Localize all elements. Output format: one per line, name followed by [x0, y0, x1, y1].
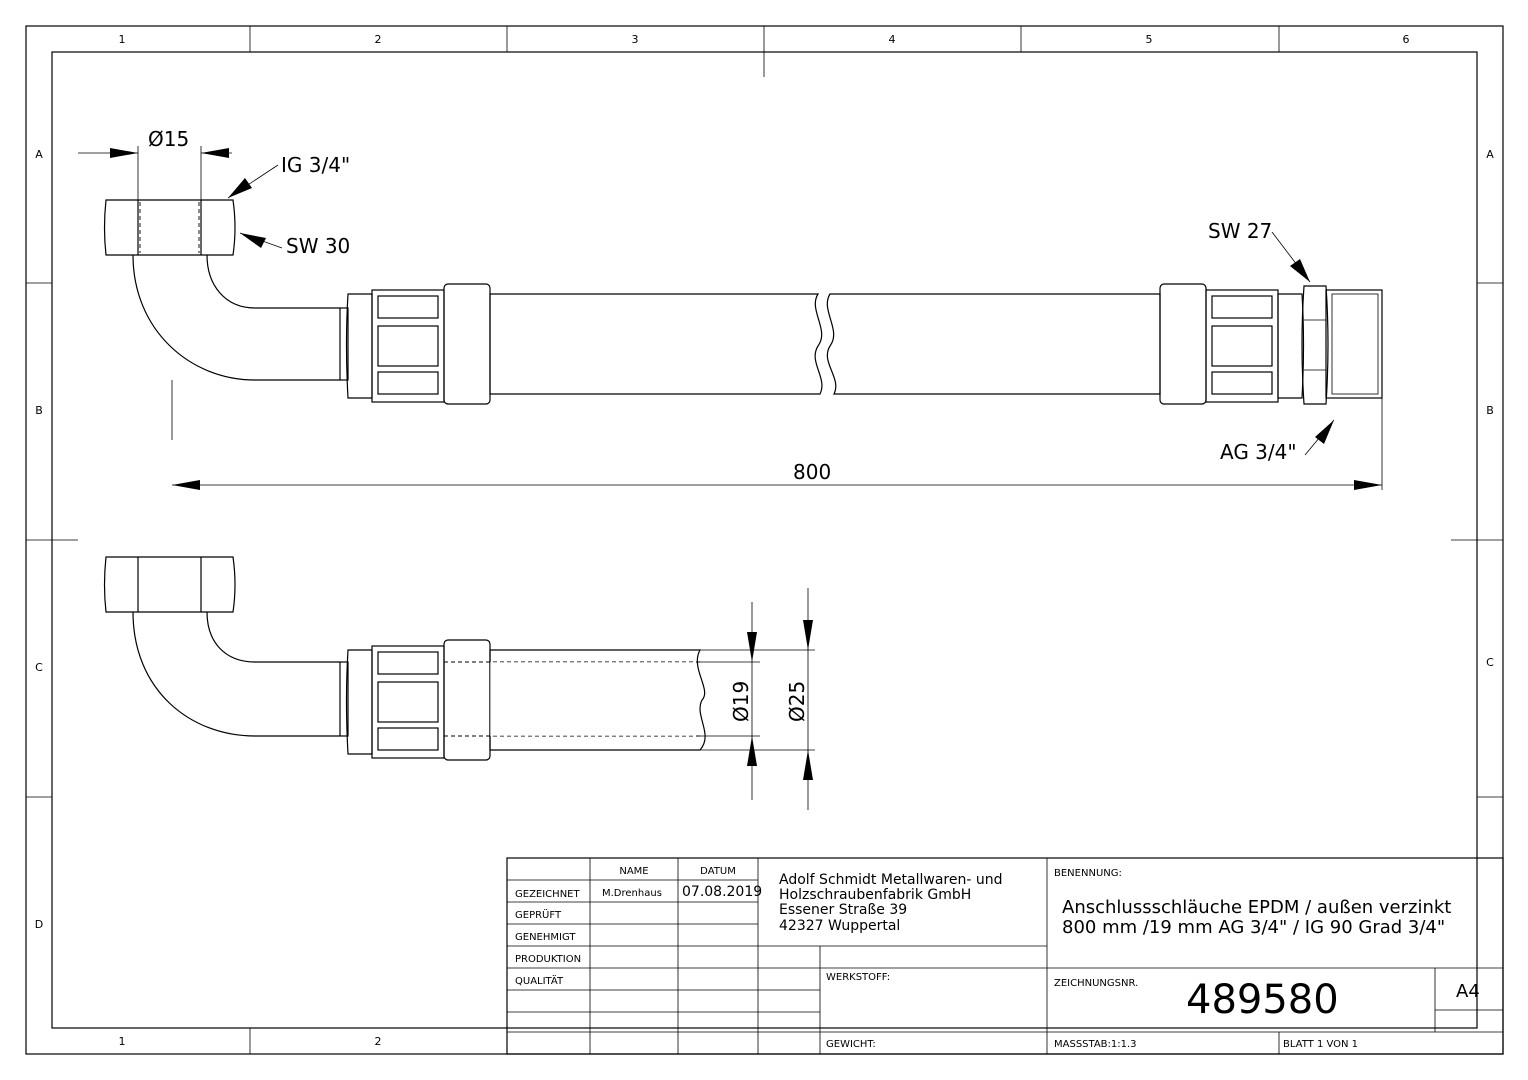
hex-nut-section — [105, 557, 236, 612]
row-label: A — [1486, 148, 1494, 161]
diameter-25-label: Ø25 — [785, 680, 809, 722]
press-fitting-left — [340, 284, 490, 404]
column-label: 1 — [118, 1035, 126, 1048]
drawing-number: 489580 — [1186, 977, 1339, 1023]
drawing-number-label: ZEICHNUNGSNR. — [1054, 978, 1139, 989]
sheet-count: BLATT 1 VON 1 — [1283, 1039, 1359, 1050]
weight-label: GEWICHT: — [826, 1039, 876, 1050]
ag-thread-label: AG 3/4" — [1220, 440, 1297, 464]
row-label: D — [34, 918, 44, 931]
title-block — [507, 858, 1503, 1054]
drawn-by-name: M.Drenhaus — [602, 888, 662, 899]
sw30-label: SW 30 — [286, 234, 351, 258]
ig-thread-label: IG 3/4" — [281, 153, 351, 177]
column-label: 1 — [118, 33, 126, 46]
row-label: B — [35, 404, 43, 417]
column-label: 2 — [374, 1035, 382, 1048]
hose-section-view — [105, 557, 816, 810]
row-label: C — [35, 661, 43, 674]
braided-hose — [490, 294, 1160, 394]
company-line: Adolf Schmidt Metallwaren- und — [779, 872, 1003, 888]
row-label-approved: GENEHMIGT — [515, 932, 576, 943]
column-label: 6 — [1402, 33, 1410, 46]
company-line: 42327 Wuppertal — [779, 918, 901, 934]
length-800-label: 800 — [793, 460, 832, 484]
row-label-checked: GEPRÜFT — [515, 910, 562, 921]
column-label: 3 — [631, 33, 639, 46]
paper-format: A4 — [1456, 981, 1480, 1002]
drawing-title-line: 800 mm /19 mm AG 3/4" / IG 90 Grad 3/4" — [1062, 917, 1446, 938]
hose-cutaway — [490, 650, 705, 750]
company-line: Essener Straße 39 — [779, 902, 908, 918]
row-label: B — [1486, 404, 1494, 417]
drawing-title-line: Anschlussschläuche EPDM / außen verzinkt — [1062, 897, 1452, 918]
sw27-label: SW 27 — [1208, 219, 1273, 243]
column-date-header: DATUM — [700, 866, 736, 877]
row-label: C — [1486, 656, 1494, 669]
column-label: 4 — [888, 33, 896, 46]
benennung-label: BENENNUNG: — [1054, 868, 1122, 879]
column-label: 5 — [1145, 33, 1153, 46]
male-thread — [1326, 290, 1382, 490]
scale-label: MASSSTAB:1:1.3 — [1054, 1039, 1137, 1050]
row-label-drawn: GEZEICHNET — [515, 889, 580, 900]
drawn-date: 07.08.2019 — [682, 884, 763, 900]
column-name-header: NAME — [619, 866, 649, 877]
hex-nut — [105, 200, 236, 255]
row-label: A — [35, 148, 43, 161]
column-label: 2 — [374, 33, 382, 46]
elbow-fitting — [133, 255, 340, 440]
company-line: Holzschraubenfabrik GmbH — [779, 887, 972, 903]
diameter-19-label: Ø19 — [729, 680, 753, 722]
row-label-quality: QUALITÄT — [515, 976, 564, 987]
diameter-15-label: Ø15 — [148, 127, 190, 151]
row-label-production: PRODUKTION — [515, 954, 582, 965]
press-fitting-right — [1160, 284, 1328, 404]
material-label: WERKSTOFF: — [826, 972, 891, 983]
